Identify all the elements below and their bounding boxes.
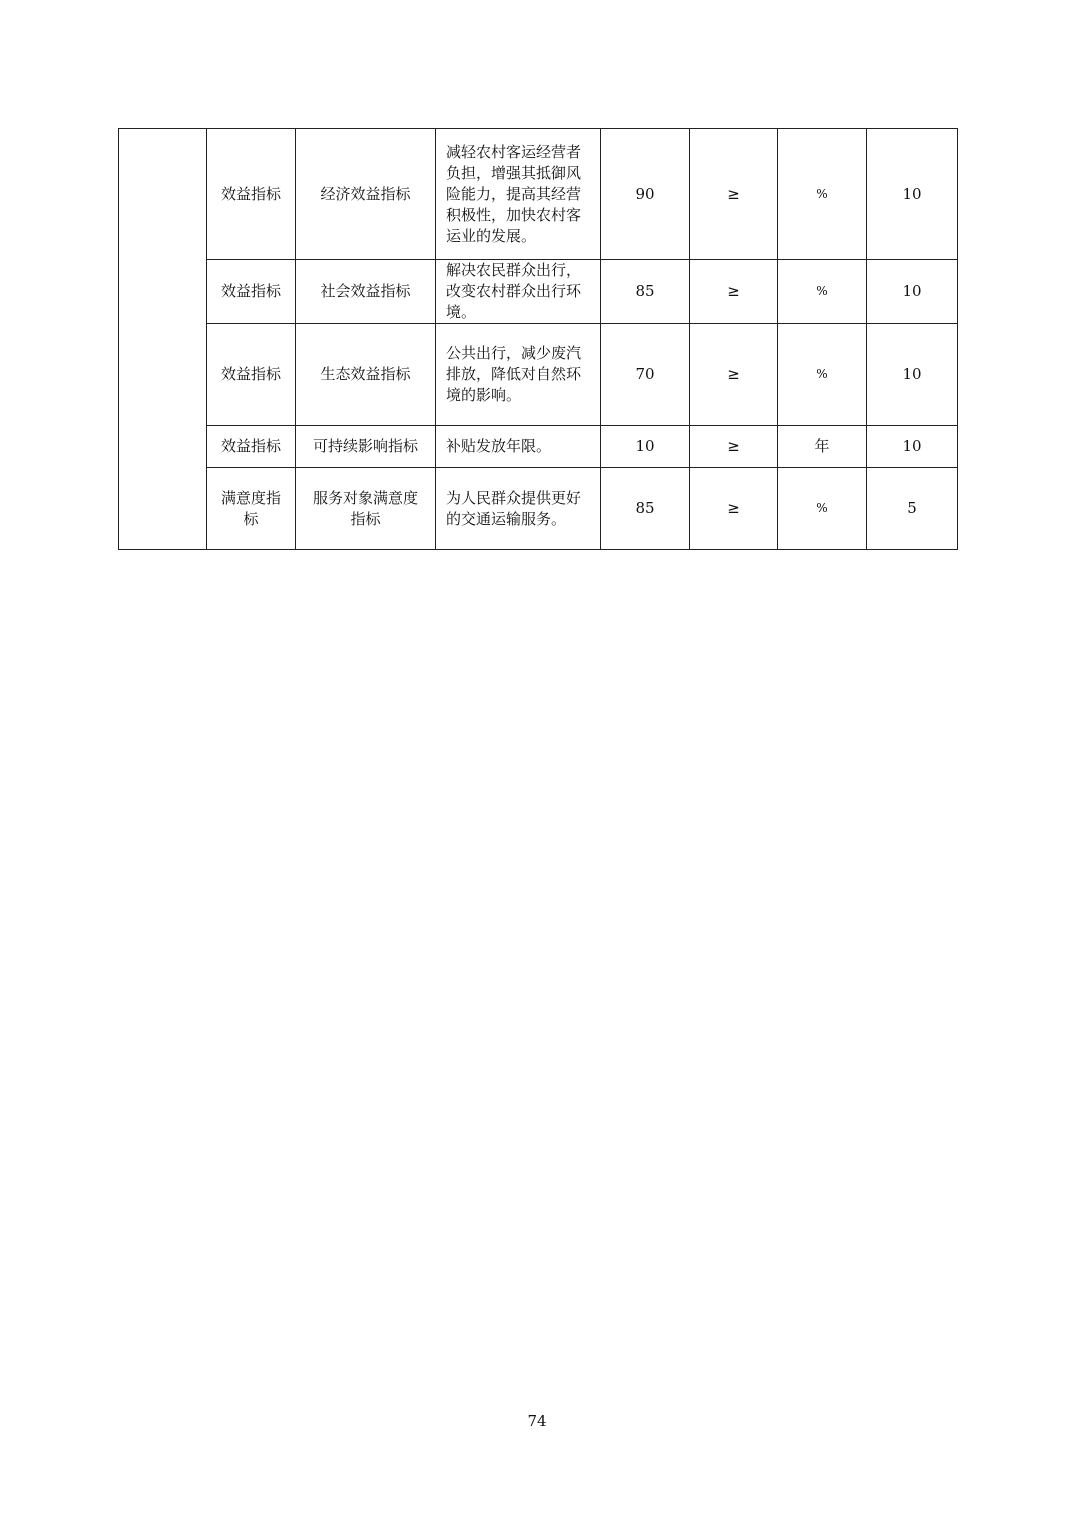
category-cell: 效益指标 bbox=[207, 129, 296, 260]
performance-indicator-table bbox=[118, 128, 958, 550]
target-value-cell: 85 bbox=[601, 260, 690, 324]
operator-cell: ≥ bbox=[690, 260, 778, 324]
table-row bbox=[119, 260, 958, 324]
unit-cell: % bbox=[778, 129, 867, 260]
description-cell: 减轻农村客运经营者负担，增强其抵御风险能力，提高其经营积极性，加快农村客运业的发展。 bbox=[436, 129, 601, 260]
indicator-cell: 社会效益指标 bbox=[296, 260, 436, 324]
unit-cell: % bbox=[778, 260, 867, 324]
weight-cell: 10 bbox=[867, 324, 958, 426]
weight-cell: 10 bbox=[867, 426, 958, 468]
merged-blank-cell bbox=[119, 129, 207, 550]
indicator-cell: 生态效益指标 bbox=[296, 324, 436, 426]
operator-cell: ≥ bbox=[690, 324, 778, 426]
indicator-cell: 可持续影响指标 bbox=[296, 426, 436, 468]
table-row bbox=[119, 468, 958, 550]
category-cell: 效益指标 bbox=[207, 324, 296, 426]
weight-cell: 5 bbox=[867, 468, 958, 550]
indicator-cell: 服务对象满意度指标 bbox=[296, 468, 436, 550]
unit-cell: % bbox=[778, 468, 867, 550]
operator-cell: ≥ bbox=[690, 468, 778, 550]
page-number: 74 bbox=[527, 1412, 547, 1430]
operator-cell: ≥ bbox=[690, 129, 778, 260]
category-cell: 效益指标 bbox=[207, 426, 296, 468]
target-value-cell: 85 bbox=[601, 468, 690, 550]
table-row bbox=[119, 324, 958, 426]
table-row bbox=[119, 426, 958, 468]
description-cell: 公共出行，减少废汽排放，降低对自然环境的影响。 bbox=[436, 324, 601, 426]
table-row bbox=[119, 129, 958, 260]
description-cell: 为人民群众提供更好的交通运输服务。 bbox=[436, 468, 601, 550]
description-cell: 补贴发放年限。 bbox=[436, 426, 601, 468]
weight-cell: 10 bbox=[867, 129, 958, 260]
target-value-cell: 90 bbox=[601, 129, 690, 260]
category-cell: 满意度指标 bbox=[207, 468, 296, 550]
unit-cell: 年 bbox=[778, 426, 867, 468]
target-value-cell: 10 bbox=[601, 426, 690, 468]
operator-cell: ≥ bbox=[690, 426, 778, 468]
category-cell: 效益指标 bbox=[207, 260, 296, 324]
unit-cell: % bbox=[778, 324, 867, 426]
target-value-cell: 70 bbox=[601, 324, 690, 426]
indicator-cell: 经济效益指标 bbox=[296, 129, 436, 260]
description-cell: 解决农民群众出行，改变农村群众出行环境。 bbox=[436, 260, 601, 324]
weight-cell: 10 bbox=[867, 260, 958, 324]
